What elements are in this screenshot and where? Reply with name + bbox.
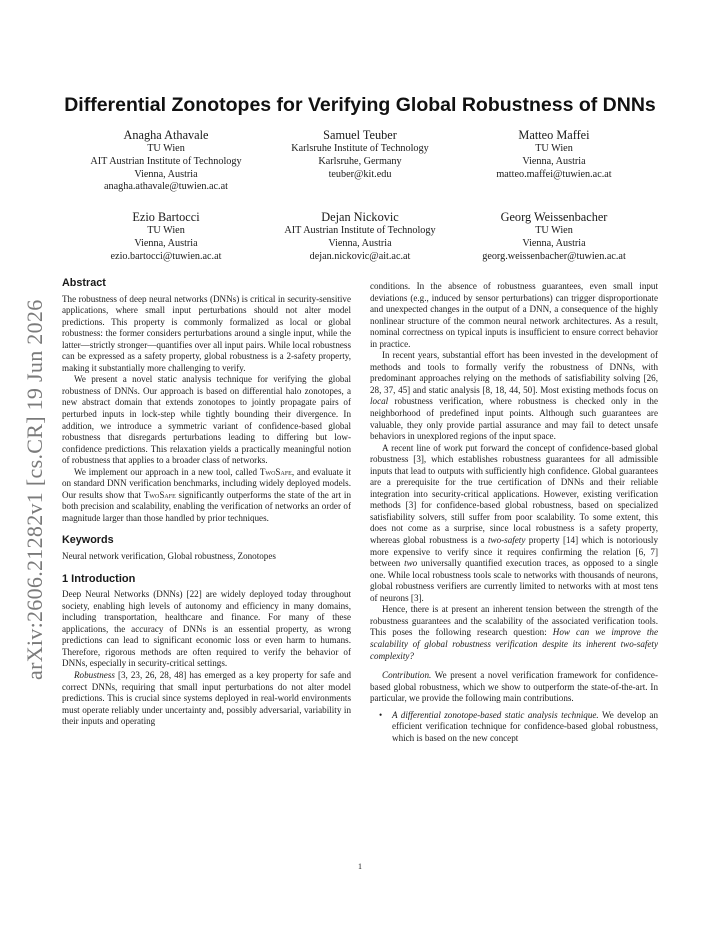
author-location: Karlsruhe, Germany — [318, 155, 402, 167]
author-name: Samuel Teuber — [323, 128, 397, 142]
abstract-paragraph: The robustness of deep neural networks (DNNs) is critical in security-sensitive applications, where small input perturbations should not alter model predictions. This property is commonly formalized as local or global robustness: the former considers perturbations around a single input, while the latter—strictly stronger—quantifies over all input pairs. While local robustness can be expressed as a safety property, global robustness is a 2-safety property, making it substantially more challenging to verify. — [62, 293, 351, 373]
body-paragraph: Hence, there is at present an inherent tension between the strength of the robustness guarantees and the scalability of the associated verification tools. This poses the following research question: How can we improve the scalability of global robustness verification despite its inherent two-safety complexity? — [370, 604, 658, 661]
author-location: Vienna, Austria — [522, 155, 586, 167]
author-email: anagha.athavale@tuwien.ac.at — [104, 181, 228, 193]
left-column — [62, 278, 351, 728]
author-block — [56, 210, 276, 263]
author-block — [250, 128, 470, 181]
author-location: Vienna, Austria — [522, 237, 586, 249]
author-affiliation: AIT Austrian Institute of Technology — [90, 155, 242, 167]
keywords-text: Neural network verification, Global robustness, Zonotopes — [62, 551, 276, 562]
author-location: Vienna, Austria — [134, 168, 198, 180]
author-email: matteo.maffei@tuwien.ac.at — [496, 168, 612, 180]
author-name: Matteo Maffei — [518, 128, 590, 142]
intro-paragraph: Deep Neural Networks (DNNs) [22] are widely deployed today throughout society, enabling high levels of autonomy and efficiency in many domains, including transportation, healthcare and finance. For many of these applications, the accuracy of DNNs is an essential property, as wrong predictions can lead to significant economic loss or even harm to humans. Therefore, rigorous methods are often required to verify the behavior of DNNs, especially in security-critical settings. — [62, 589, 351, 669]
section-heading: 1 Introduction — [62, 572, 136, 585]
author-email: ezio.bartocci@tuwien.ac.at — [110, 250, 222, 262]
author-block — [444, 128, 664, 181]
abstract-paragraph: We present a novel static analysis technique for verifying the global robustness of DNNs. Our approach is based on differential halo zonotopes, a new abstract domain that extends zonotopes to jointly propagate pairs of perturbed inputs in lock-step while tightly bounding their divergence. In addition, we introduce a symmetric variant of confidence-based global robustness that disregards perturbations leading to differing but low-confidence predictions. This relaxation yields a practically meaningful notion of robustness that applies to a broader class of networks. — [62, 374, 351, 466]
author-location: Vienna, Austria — [328, 237, 392, 249]
author-name: Anagha Athavale — [123, 128, 209, 142]
author-block — [56, 128, 276, 194]
keywords-heading: Keywords — [62, 534, 114, 547]
abstract-paragraph: We implement our approach in a new tool, called TwoSafe, and evaluate it on standard DNN verification benchmarks, including widely deployed models. Our results show that TwoSafe significantly outperforms the state of the art in both precision and scalability, enabling the verification of networks an order of magnitude larger than those handled by prior techniques. — [62, 466, 351, 523]
author-location: Vienna, Austria — [134, 237, 198, 249]
author-name: Georg Weissenbacher — [500, 210, 608, 224]
author-email: georg.weissenbacher@tuwien.ac.at — [482, 250, 626, 262]
author-block — [250, 210, 470, 263]
paper-title: Differential Zonotopes for Verifying Global Robustness of DNNs — [64, 94, 656, 116]
body-paragraph: In recent years, substantial effort has been invested in the development of methods and tools to formally verify the robustness of DNNs, with predominant approaches relying on the methods of satisfiability solving [26, 28, 37, 45] and static analysis [8, 18, 44, 50]. Most existing methods focus on local robustness verification, where robustness is checked only in the neighborhood of predefined input points. Although such guarantees are valuable, they only provide partial assurance and may fail to detect unsafe behaviors in unexplored regions of the input space. — [370, 350, 658, 442]
body-paragraph: conditions. In the absence of robustness guarantees, even small input deviations (e.g., induced by sensor perturbations) can trigger disproportionate and unexpected changes in the output of a DNN, a consequence of the highly nonlinear structure of the common neural network architectures. As a result, nominal correctness on typical inputs is insufficient to ensure correct behavior in practice. — [370, 281, 658, 349]
author-affiliation: TU Wien — [535, 143, 573, 154]
author-name: Dejan Nickovic — [321, 210, 399, 224]
tool-name: TwoSafe — [259, 466, 292, 477]
author-name: Ezio Bartocci — [132, 210, 200, 224]
author-affiliation: TU Wien — [147, 225, 185, 236]
arxiv-identifier: arXiv:2606.21282v1 [cs.CR] 19 Jun 2026 — [22, 299, 47, 680]
author-affiliation: TU Wien — [535, 225, 573, 236]
tool-name: TwoSafe — [143, 489, 176, 500]
author-affiliation: Karlsruhe Institute of Technology — [291, 143, 429, 154]
intro-paragraph: Robustness [3, 23, 26, 28, 48] has emerged as a key property for safe and correct DNNs, requiring that small input perturbations do not alter model predictions. This is crucial since systems deployed in real-world environments must operate reliably under uncertainty and, possibly adversarial, variability in their inputs and operating — [62, 669, 351, 727]
author-email: teuber@kit.edu — [328, 168, 392, 180]
contribution-bullet: • A differential zonotope-based static analysis technique. We develop an efficient verification technique for confidence-based global robustness, which is based on the new concept — [379, 709, 659, 743]
contribution-paragraph: Contribution. We present a novel verification framework for confidence-based global robustness, which we show to outperform the state-of-the-art. In particular, we provide the following main contributions. — [370, 670, 658, 704]
body-paragraph: A recent line of work put forward the concept of confidence-based global robustness [3], which establishes robustness guarantees for all admissible inputs that lead to outputs with sufficiently high confidence. Global guarantees are a prerequisite for the true certification of DNNs and their reliable integration into security-critical applications. However, existing verification methods [3] for confidence-based global robustness, based on specialized satisfiability solvers, still suffer from poor scalability. To some extent, this does not come as a surprise, since local robustness is a safety property, whereas global robustness is a two-safety property [14] which is notoriously more expensive to verify since it requires confirming the relation [6, 7] between two universally quantified execution traces, as opposed to a single one. While local robustness tools scale to networks with thousands of neurons, global robustness verifiers are currently limited to networks with at most tens of neurons [3]. — [370, 442, 659, 603]
abstract-heading: Abstract — [62, 277, 106, 289]
author-affiliation: AIT Austrian Institute of Technology — [284, 225, 436, 236]
author-affiliation: TU Wien — [147, 143, 185, 154]
right-column — [370, 281, 658, 744]
author-block — [444, 210, 664, 263]
page-number: 1 — [358, 862, 362, 871]
author-email: dejan.nickovic@ait.ac.at — [309, 250, 411, 262]
